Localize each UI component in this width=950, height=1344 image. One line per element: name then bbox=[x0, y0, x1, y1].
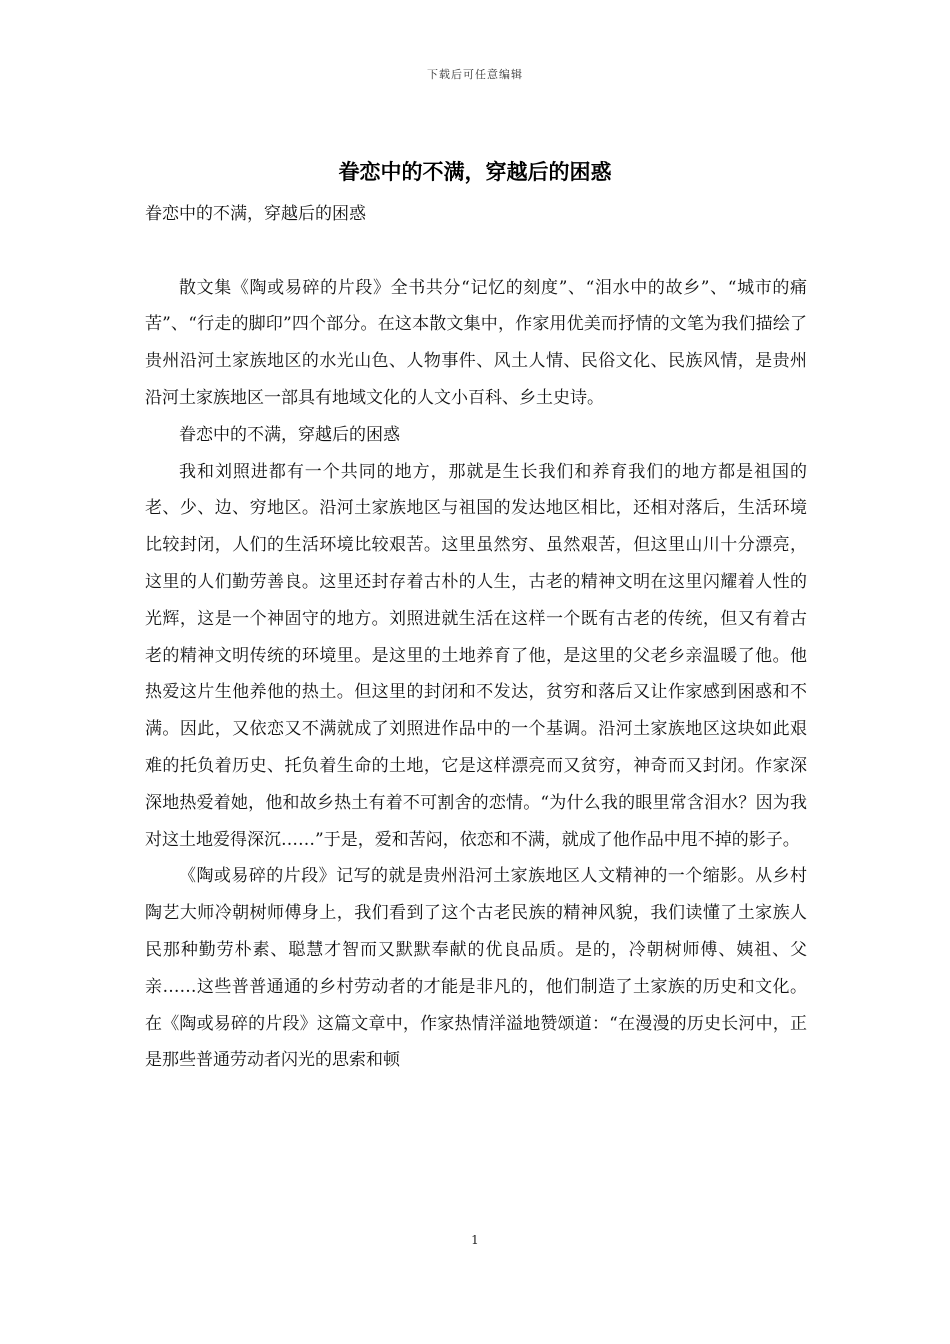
section-heading: 眷恋中的不满，穿越后的困惑 bbox=[179, 424, 400, 445]
document-body bbox=[145, 196, 807, 1079]
document-title: 眷恋中的不满，穿越后的困惑 bbox=[338, 159, 612, 184]
paragraph-body: 我和刘照进都有一个共同的地方，那就是生长我们和养育我们的地方都是祖国的老、少、边、穷地区。沿河土家族地区与祖国的发达地区相比，还相对落后，生活环境比较封闭，人们的生活环境比较艰苦。这里虽然穷、虽然艰苦，但这里山川十分漂亮，这里的人们勤劳善良。这里还封存着古朴的人生，古老的精神文明在这里闪耀着人性的光辉，这是一个神固守的地方。刘照进就生活在这样一个既有古老的传统，但又有着古老的精神文明传统的环境里。是这里的土地养育了他，是这里的父老乡亲温暖了他。他热爱这片生他养他的热土。但这里的封闭和不发达，贫穷和落后又让作家感到困惑和不满。因此，又依恋又不满就成了刘照进作品中的一个基调。沿河土家族地区这块如此艰难的托负着历史、托负着生命的土地，它是这样漂亮而又贫穷，神奇而又封闭。作家深深地热爱着她，他和故乡热土有着不可割舍的恋情。“为什么我的眼里常含泪水？因为我对这土地爱得深沉……”于是，爱和苦闷，依恋和不满，就成了他作品中甩不掉的影子。 bbox=[145, 461, 807, 850]
page-header-note: 下载后可任意编辑 bbox=[427, 68, 523, 81]
document-subtitle: 眷恋中的不满，穿越后的困惑 bbox=[145, 204, 366, 224]
page-number: 1 bbox=[471, 1233, 479, 1247]
paragraph-intro: 散文集《陶或易碎的片段》全书共分“记忆的刻度”、“泪水中的故乡”、“城市的痛苦”、“行走的脚印”四个部分。在这本散文集中，作家用优美而抒情的文笔为我们描绘了贵州沿河土家族地区的水光山色、人物事件、风土人情、民俗文化、民族风情，是贵州沿河土家族地区一部具有地域文化的人文小百科、乡土史诗。 bbox=[145, 277, 807, 408]
paragraph-body: 《陶或易碎的片段》记写的就是贵州沿河土家族地区人文精神的一个缩影。从乡村陶艺大师冷朝树师傅身上，我们看到了这个古老民族的精神风貌，我们读懂了土家族人民那种勤劳朴素、聪慧才智而又默默奉献的优良品质。是的，冷朝树师傅、姨祖、父亲……这些普普通通的乡村劳动者的才能是非凡的，他们制造了土家族的历史和文化。在《陶或易碎的片段》这篇文章中，作家热情洋溢地赞颂道：“在漫漫的历史长河中，正是那些普通劳动者闪光的思索和顿 bbox=[145, 866, 807, 1071]
